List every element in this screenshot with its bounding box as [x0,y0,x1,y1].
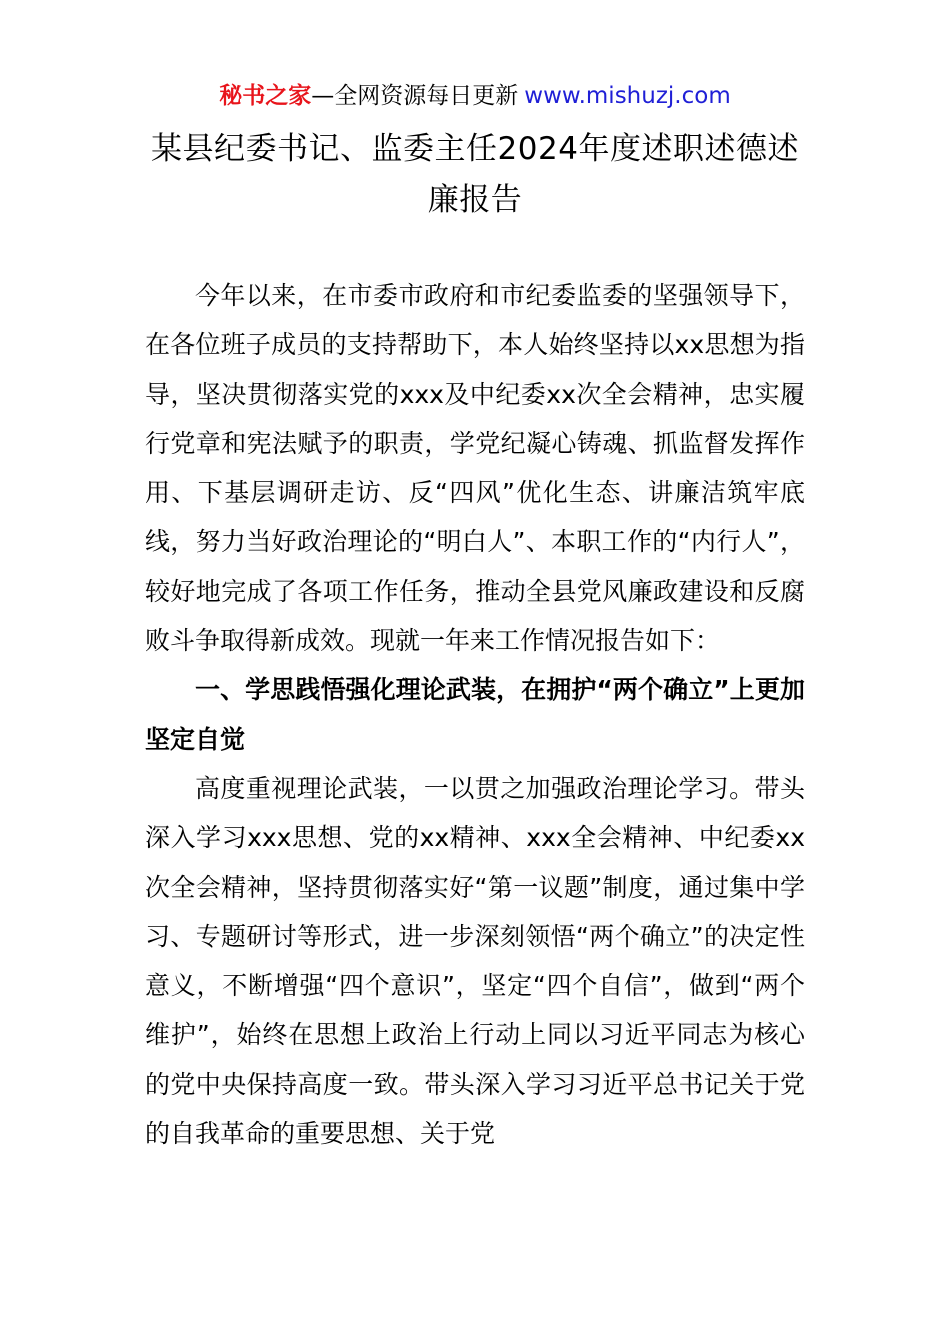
brand-name: 秘书之家 [219,83,312,109]
site-banner [0,80,950,112]
banner-tagline: —全网资源每日更新 [311,83,519,109]
document-title: 某县纪委书记、监委主任2024年度述职述德述廉报告 [151,131,799,218]
site-url-link[interactable]: www.mishuzj.com [524,83,731,109]
body-paragraph: 高度重视理论武装，一以贯之加强政治理论学习。带头深入学习xxx思想、党的xx精神、xxx全会精神、中纪委xx次全会精神，坚持贯彻落实好“第一议题”制度，通过集中学习、专题研讨等形式，进一步深刻领悟“两个确立”的决定性意义，不断增强“四个意识”，坚定“四个自信”，做到“两个维护”，始终在思想上政治上行动上同以习近平同志为核心的党中央保持高度一致。带头深入学习习近平总书记关于党的自我革命的重要思想、关于党 [145,773,805,1149]
section-heading-1: 一、学思践悟强化理论武装，在拥护“两个确立”上更加坚定自觉 [145,675,805,754]
document-body [145,271,805,1158]
intro-paragraph: 今年以来，在市委市政府和市纪委监委的坚强领导下，在各位班子成员的支持帮助下，本人始终坚持以xx思想为指导，坚决贯彻落实党的xxx及中纪委xx次全会精神，忠实履行党章和宪法赋予的职责，学党纪凝心铸魂、抓监督发挥作用、下基层调研走访、反“四风”优化生态、讲廉洁筑牢底线，努力当好政治理论的“明白人”、本职工作的“内行人”，较好地完成了各项工作任务，推动全县党风廉政建设和反腐败斗争取得新成效。现就一年来工作情况报告如下： [145,281,805,656]
